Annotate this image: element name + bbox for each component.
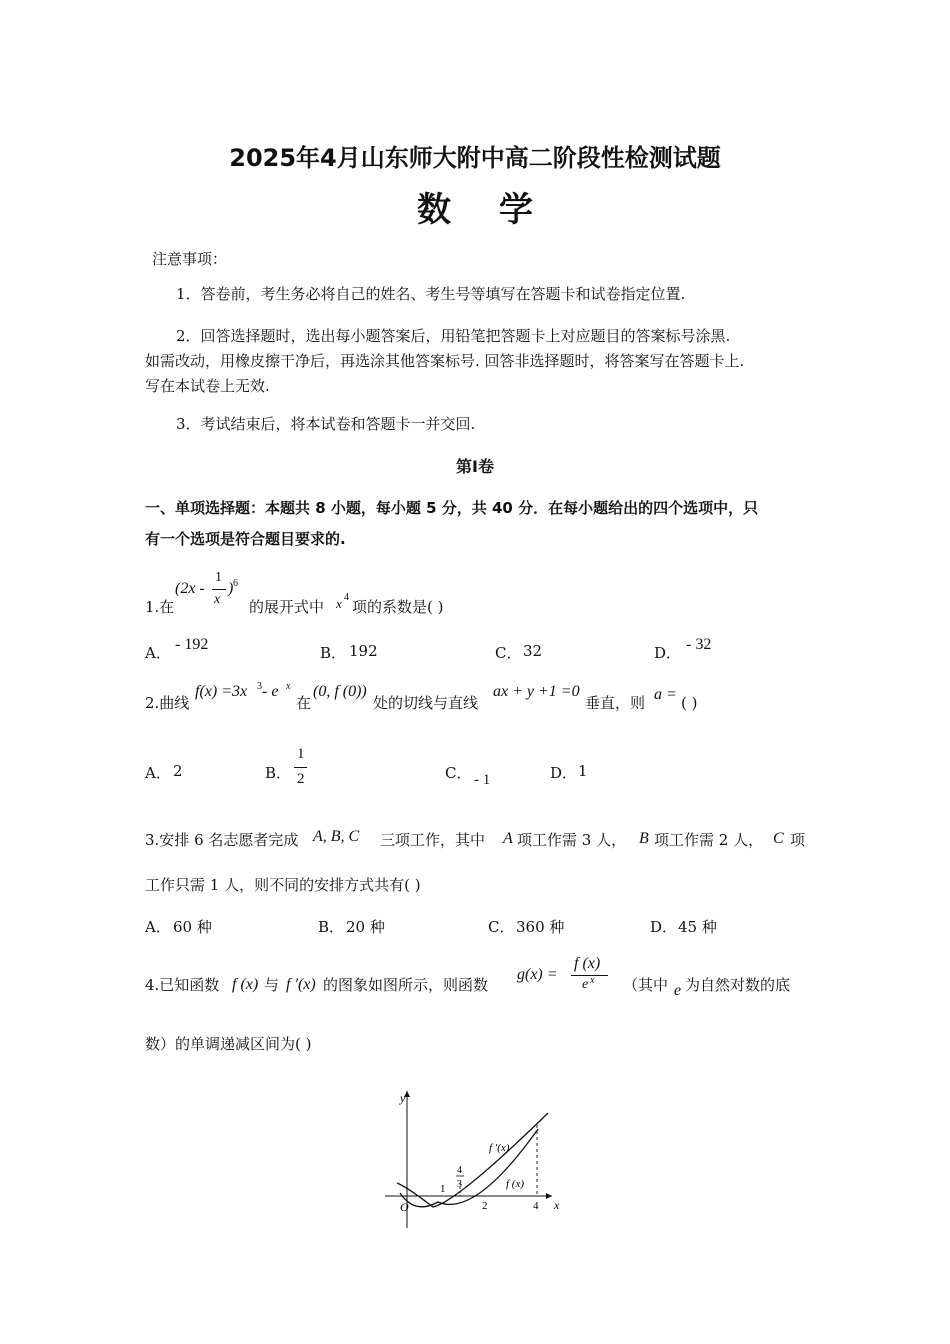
section-title: 第Ⅰ卷 <box>456 457 494 476</box>
q1-prefix: 1.在 <box>145 598 175 616</box>
q3-option-b-value: 20 种 <box>346 918 385 936</box>
q4-g-num: f (x) <box>574 955 601 972</box>
origin-label: O <box>400 1200 409 1214</box>
q1-option-d-value: - 32 <box>686 636 712 653</box>
q3-line1-c: 项工作需 3 人， <box>517 831 627 849</box>
q2-mid2: 垂直，则 <box>585 694 646 712</box>
q2-func: f(x) =3x <box>195 683 248 700</box>
q4-fp: f ′(x) <box>286 976 316 993</box>
q4-prefix: 4.已知函数 <box>145 976 220 994</box>
exam-title: 2025年4月山东师大附中高二阶段性检测试题 <box>229 144 721 172</box>
q4-g-den-exp: x <box>590 975 595 986</box>
notice-item-1: 1．答卷前，考生务必将自己的姓名、考生号等填写在答题卡和试卷指定位置. <box>176 285 686 303</box>
q3-line1-b: 三项工作，其中 <box>380 831 486 849</box>
subject-title: 数学 <box>417 190 581 230</box>
q1-close: ) <box>228 580 234 597</box>
f-curve <box>400 1129 538 1207</box>
q1-option-a-label[interactable]: A． <box>145 644 171 662</box>
q1-term-exp: 4 <box>344 592 349 603</box>
q2-func-exp: 3 <box>257 681 262 692</box>
tick-4-label: 4 <box>533 1200 539 1212</box>
q2-option-c-label[interactable]: C． <box>445 764 472 782</box>
tick-1-label: 1 <box>440 1183 446 1195</box>
q1-option-b-label[interactable]: B． <box>320 644 347 662</box>
q2-option-b-label[interactable]: B． <box>265 764 292 782</box>
q2-option-d-value: 1 <box>578 762 588 780</box>
notice-item-2-line3: 写在本试卷上无效. <box>145 377 270 395</box>
q1-exp: 6 <box>233 578 238 589</box>
q4-f: f (x) <box>232 976 259 993</box>
q2-var: a = <box>654 686 677 703</box>
q3-line1-e: 项 <box>790 831 806 849</box>
q2-option-b-frac-bar <box>294 767 307 768</box>
notice-item-2-line2: 如需改动，用橡皮擦干净后，再选涂其他答案标号. 回答非选择题时，将答案写在答题卡上. <box>145 352 745 370</box>
q2-func-rest: - e <box>262 683 279 700</box>
q1-option-b-value: 192 <box>349 642 378 660</box>
q4-tail: 为自然对数的底 <box>685 976 791 994</box>
q3-line1-a: 3.安排 6 名志愿者完成 <box>145 831 299 849</box>
q2-option-a-value: 2 <box>173 762 183 780</box>
f-label: f (x) <box>506 1178 525 1190</box>
q4-line2: 数）的单调递减区间为( ) <box>145 1035 312 1053</box>
tick-43-den: 3 <box>457 1179 462 1190</box>
q1-option-a-value: - 192 <box>175 636 209 653</box>
f-prime-label: f ′(x) <box>489 1142 510 1154</box>
q1-option-c-value: 32 <box>523 642 543 660</box>
q1-mid: 的展开式中 <box>249 598 325 616</box>
q3-option-c-value: 360 种 <box>516 918 565 936</box>
q2-func-rest-exp: x <box>286 681 291 692</box>
q2-prefix: 2.曲线 <box>145 694 190 712</box>
q2-suffix: ( ) <box>681 694 698 712</box>
function-graph-figure <box>380 1085 570 1230</box>
q3-var-c: C <box>773 830 784 847</box>
section-instruction-line2: 有一个选项是符合题目要求的. <box>145 530 346 548</box>
q4-g-den: e <box>582 977 589 992</box>
q1-term: x <box>336 596 342 611</box>
q1-option-c-label[interactable]: C． <box>495 644 522 662</box>
q2-line: ax + y +1 =0 <box>493 683 580 700</box>
q2-option-c-value: - 1 <box>474 772 491 788</box>
section-instruction-line1: 一、单项选择题：本题共 8 小题，每小题 5 分，共 40 分．在每小题给出的四个选项中，只 <box>145 499 759 517</box>
q3-var-a: A <box>503 830 513 847</box>
tick-2-label: 2 <box>482 1200 488 1212</box>
f-prime-curve <box>397 1113 548 1207</box>
q1-frac-den: x <box>214 592 221 607</box>
x-axis-label: x <box>554 1198 560 1212</box>
q4-and: 与 <box>264 976 280 994</box>
q2-option-a-label[interactable]: A． <box>145 764 171 782</box>
q2-option-b-num: 1 <box>297 746 305 762</box>
y-axis-label: y <box>400 1091 406 1105</box>
q1-frac-num: 1 <box>215 570 222 585</box>
q3-var-b: B <box>639 830 649 847</box>
q2-mid: 处的切线与直线 <box>373 694 479 712</box>
q3-line2: 工作只需 1 人，则不同的安排方式共有( ) <box>145 876 421 894</box>
notice-item-3: 3．考试结束后，将本试卷和答题卡一并交回. <box>176 415 476 433</box>
q3-option-b-label[interactable]: B． <box>318 918 345 936</box>
q2-point: (0, f (0)) <box>313 683 367 700</box>
q4-g: g(x) = <box>517 966 558 983</box>
q4-e: e <box>674 982 682 999</box>
q4-mid: 的图象如图所示，则函数 <box>323 976 489 994</box>
q3-option-d-label[interactable]: D． <box>650 918 678 936</box>
q3-option-a-label[interactable]: A． <box>145 918 171 936</box>
q1-frac-bar <box>212 589 226 590</box>
q3-line1-d: 项工作需 2 人， <box>654 831 764 849</box>
q1-option-d-label[interactable]: D． <box>654 644 682 662</box>
q2-option-b-den: 2 <box>297 771 305 787</box>
q3-abc: A, B, C <box>313 828 360 845</box>
q4-paren: （其中 <box>623 976 669 994</box>
notice-item-2-line1: 2．回答选择题时，选出每小题答案后，用铅笔把答题卡上对应题目的答案标号涂黑. <box>176 327 731 345</box>
q3-option-d-value: 45 种 <box>678 918 717 936</box>
q3-option-c-label[interactable]: C． <box>488 918 515 936</box>
tick-43-num: 4 <box>457 1165 462 1176</box>
q1-suffix: 项的系数是( ) <box>352 598 444 616</box>
q2-option-d-label[interactable]: D． <box>550 764 578 782</box>
q3-option-a-value: 60 种 <box>173 918 212 936</box>
q1-expr-base: (2x - <box>175 580 205 597</box>
q2-at: 在 <box>296 694 312 712</box>
notice-heading: 注意事项： <box>152 250 228 268</box>
